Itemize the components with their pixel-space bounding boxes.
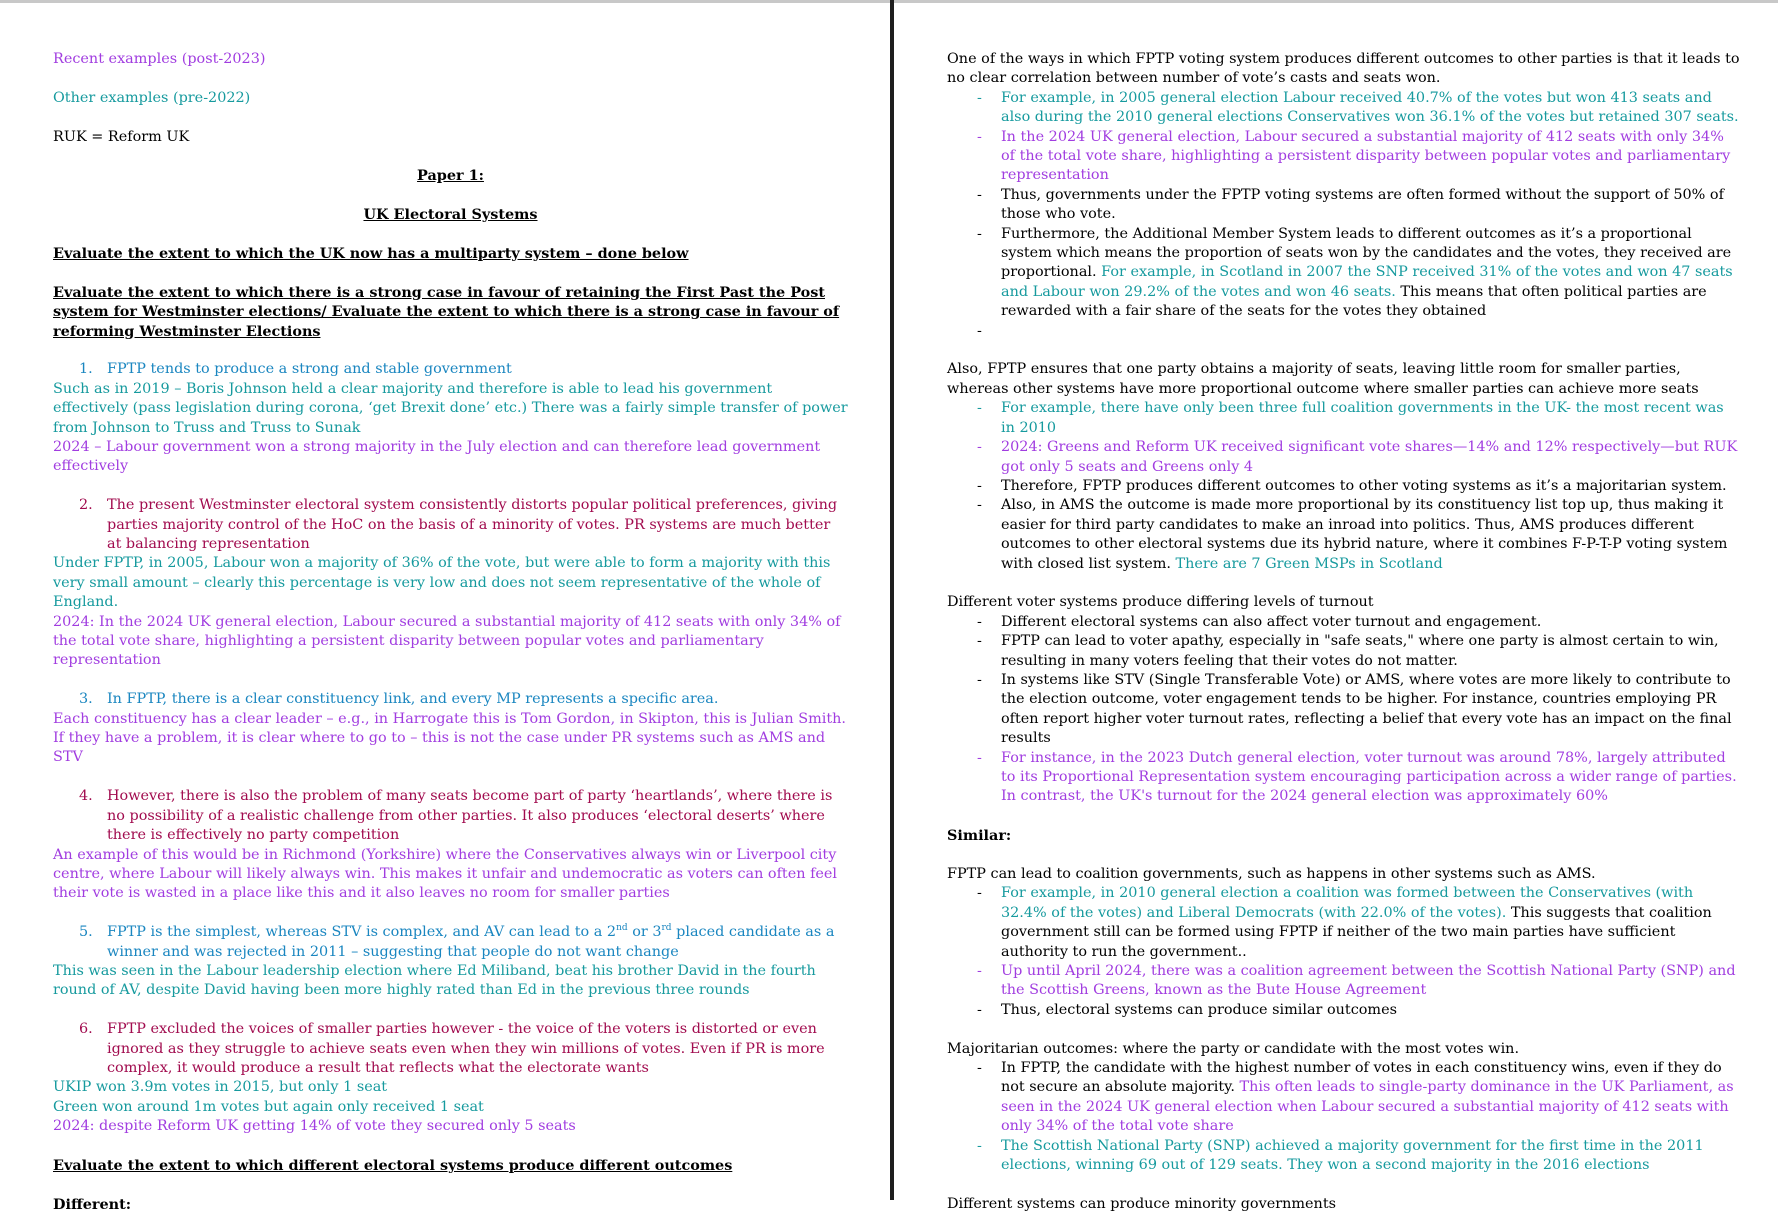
document-page-right xyxy=(896,3,1778,1212)
point-5-title xyxy=(53,923,848,962)
list-item: - 2024: Greens and Reform UK received significant vote shares—14% and 12% respectively—but RUK got only 5 seats and Greens only 4 xyxy=(947,438,1740,477)
point-number: 4. xyxy=(79,788,93,805)
point-4-example-1: An example of this would be in Richmond (Yorkshire) where the Conservatives always win or Liverpool city centre, where Labour will likely always win. This makes it unfair and undemocratic as voters can often feel their vote is wasted in a place like this and it also leaves no room for smaller parties xyxy=(53,846,838,902)
list-item: - Therefore, FPTP produces different outcomes to other voting systems as it’s a majoritarian system. xyxy=(947,477,1740,496)
point-number: 1. xyxy=(79,361,93,378)
point-1-example-1: Such as in 2019 – Boris Johnson held a clear majority and therefore is able to lead his government effectively (pass legislation during corona, ‘get Brexit done’ etc.) There was a fairly simple transfer of power from Johnson to Truss and Truss to Sunak xyxy=(53,380,848,436)
point-1-title xyxy=(53,360,848,379)
text-run: This means that often political parties are rewarded with a fair share of the seats for the votes they obtained xyxy=(1001,283,1707,320)
page-divider xyxy=(890,0,894,1200)
page-left-content xyxy=(53,50,848,1214)
list-item: - For example, in 2005 general election Labour received 40.7% of the votes but won 413 seats and also during the 2010 general elections Conservatives won 36.1% of the votes but retained 307 seats. xyxy=(947,89,1740,128)
similar-label: Similar: xyxy=(947,827,1012,845)
text-run: For example, in 2010 general election a coalition was formed between the Conservatives (with 32.4% of the votes) and Liberal Democrats (with 22.0% of the votes). xyxy=(1001,885,1694,921)
point-text: In FPTP, there is a clear constituency link, and every MP represents a specific area. xyxy=(107,691,719,708)
list-item: - The Scottish National Party (SNP) achieved a majority government for the first time in the 2011 elections, winning 69 out of 129 seats. They won a second majority in the 2016 elections xyxy=(947,1137,1740,1176)
heading-multiparty: Evaluate the extent to which the UK now has a multiparty system – done below xyxy=(53,244,689,262)
text-run: There are 7 Green MSPs in Scotland xyxy=(1175,555,1443,572)
point-text-c: placed candidate as a winner and was rejected in 2011 – suggesting that people do not want change xyxy=(107,924,835,960)
text-run: Also, in AMS the outcome is made more proportional by its constituency list top up, thus making it easier for third party candidates to make an inroad into politics. Thus, AMS produces different outcomes to other electoral systems due its hybrid nature, where it combines F-P-T-P voting system with closed list system. xyxy=(1001,497,1728,572)
list-item: - For example, there have only been three full coalition governments in the UK- the most recent was in 2010 xyxy=(947,399,1740,438)
list-turnout xyxy=(947,613,1740,807)
point-5-example-1: This was seen in the Labour leadership election where Ed Miliband, beat his brother David in the fourth round of AV, despite David having been more highly rated than Ed in the previous three rounds xyxy=(53,962,816,999)
intro-correlation: One of the ways in which FPTP voting system produces different outcomes to other parties is that it leads to no clear correlation between number of vote’s casts and seats won. xyxy=(947,51,1740,87)
point-3-example-1: Each constituency has a clear leader – e.g., in Harrogate this is Tom Gordon, in Skipton, this is Julian Smith. If they have a problem, it is clear where to go to – this is not the case under PR systems such as AMS and STV xyxy=(53,710,847,766)
point-text: FPTP excluded the voices of smaller parties however - the voice of the voters is distorted or even ignored as they struggle to achieve seats even when they win millions of votes. Even if PR is more complex, it would produce a result that reflects what the electorate wants xyxy=(107,1021,825,1076)
list-item: - In systems like STV (Single Transferable Vote) or AMS, where votes are more likely to contribute to the election outcome, voter engagement tends to be higher. For instance, countries employing PR often report higher voter turnout rates, reflecting a belief that every vote has an impact on the final results xyxy=(947,671,1740,749)
list-item: - Different electoral systems can also affect voter turnout and engagement. xyxy=(947,613,1740,632)
point-number: 2. xyxy=(79,497,93,514)
point-text: FPTP tends to produce a strong and stable government xyxy=(107,361,512,378)
list-item: - In the 2024 UK general election, Labour secured a substantial majority of 412 seats with only 34% of the total vote share, highlighting a persistent disparity between popular votes and parliamentary representation xyxy=(947,128,1740,186)
point-text-a: FPTP is the simplest, whereas STV is complex, and AV can lead to a 2 xyxy=(107,924,617,941)
intro-coalition: FPTP can lead to coalition governments, such as happens in other systems such as AMS. xyxy=(947,866,1596,882)
list-majority xyxy=(947,399,1740,574)
point-6-example-3: 2024: despite Reform UK getting 14% of vote they secured only 5 seats xyxy=(53,1118,576,1135)
list-item: - Up until April 2024, there was a coalition agreement between the Scottish National Party (SNP) and the Scottish Greens, known as the Bute House Agreement xyxy=(947,962,1740,1001)
point-text-b: or 3 xyxy=(627,924,662,941)
point-1-example-2: 2024 – Labour government won a strong majority in the July election and can therefore lead government effectively xyxy=(53,439,821,475)
list-item xyxy=(947,1059,1740,1137)
point-number: 6. xyxy=(79,1021,93,1038)
point-6-example-1: UKIP won 3.9m votes in 2015, but only 1 seat xyxy=(53,1079,388,1096)
document-page-left xyxy=(0,3,892,1213)
list-item-empty xyxy=(947,322,1740,341)
point-number: 5. xyxy=(79,924,93,941)
list-correlation xyxy=(947,89,1740,341)
text-run: This suggests that coalition government still can be formed using FPTP if neither of the two main parties have sufficient authority to run the government.. xyxy=(1001,904,1712,960)
list-item xyxy=(947,884,1740,962)
text-run: This often leads to single-party dominance in the UK Parliament, as seen in the 2024 UK general election when Labour secured a substantial majority of 412 seats with only 34% of the total vote share xyxy=(1001,1079,1734,1135)
list-majoritarian xyxy=(947,1059,1740,1175)
list-item: - FPTP can lead to voter apathy, especially in "safe seats," where one party is almost certain to win, resulting in many voters feeling that their votes do not matter. xyxy=(947,632,1740,671)
legend-other-examples: Other examples (pre-2022) xyxy=(53,89,251,106)
point-2-title xyxy=(53,496,848,554)
point-4-title xyxy=(53,787,848,845)
point-2-example-1: Under FPTP, in 2005, Labour won a majority of 36% of the vote, but were able to form a majority with this very small amount – clearly this percentage is very low and does not seem representative of the whole of England. xyxy=(53,555,831,611)
ordinal-suffix: nd xyxy=(616,923,628,934)
different-label: Different: xyxy=(53,1195,132,1213)
point-text: The present Westminster electoral system consistently distorts popular political preferences, giving parties majority control of the HoC on the basis of a minority of votes. PR systems are much better at balancing representation xyxy=(107,497,838,553)
point-text: However, there is also the problem of many seats become part of party ‘heartlands’, where there is no possibility of a realistic challenge from other parties. It also produces ‘electoral deserts’ where there is effectively no party competition xyxy=(107,788,833,844)
intro-majority: Also, FPTP ensures that one party obtains a majority of seats, leaving little room for smaller parties, whereas other systems have more proportional outcome where smaller parties can achieve more seats xyxy=(947,361,1699,397)
point-2-example-2: 2024: In the 2024 UK general election, Labour secured a substantial majority of 412 seats with only 34% of the total vote share, highlighting a persistent disparity between popular votes and parliamentary representation xyxy=(53,613,841,669)
point-6-title xyxy=(53,1020,848,1078)
intro-turnout: Different voter systems produce differing levels of turnout xyxy=(947,594,1374,611)
list-coalition xyxy=(947,884,1740,1020)
text-run: In FPTP, the candidate with the highest number of votes in each constituency wins, even if they do not secure an absolute majority. xyxy=(1001,1060,1722,1096)
legend-recent-examples: Recent examples (post-2023) xyxy=(53,51,266,67)
list-item xyxy=(947,496,1740,574)
list-item: - For instance, in the 2023 Dutch general election, voter turnout was around 78%, largely attributed to its Proportional Representation system encouraging participation across a wider range of parties. In contrast, the UK's turnout for the 2024 general election was approximately 60% xyxy=(947,749,1740,807)
page-right-content xyxy=(947,50,1740,1214)
text-run: For example, in Scotland in 2007 the SNP received 31% of the votes and won 47 seats and Labour won 29.2% of the votes and won 46 seats. xyxy=(1001,264,1733,300)
point-number: 3. xyxy=(79,691,93,708)
point-6-example-2: Green won around 1m votes but again only received 1 seat xyxy=(53,1098,484,1115)
text-run: Furthermore, the Additional Member System leads to different outcomes as it’s a proportional system which means the proportion of seats won by the candidates and the votes, they received are proportional. xyxy=(1001,225,1732,281)
list-item xyxy=(947,225,1740,322)
paper-title: Paper 1: xyxy=(417,167,484,185)
point-3-title xyxy=(53,690,848,709)
legend-ruk: RUK = Reform UK xyxy=(53,128,190,145)
list-item: - Thus, governments under the FPTP voting systems are often formed without the support of 50% of those who vote. xyxy=(947,186,1740,225)
intro-majoritarian: Majoritarian outcomes: where the party or candidate with the most votes win. xyxy=(947,1040,1520,1057)
ordinal-suffix: rd xyxy=(661,923,672,934)
section-title: UK Electoral Systems xyxy=(363,206,538,224)
intro-minority: Different systems can produce minority governments xyxy=(947,1195,1336,1212)
heading-outcomes: Evaluate the extent to which different electoral systems produce different outcomes xyxy=(53,1156,733,1174)
list-item: - Thus, electoral systems can produce similar outcomes xyxy=(947,1001,1740,1020)
heading-fptp: Evaluate the extent to which there is a strong case in favour of retaining the First Past the Post system for Westminster elections/ Evaluate the extent to which there is a strong case in favour of reforming Westminster Elections xyxy=(53,283,840,340)
